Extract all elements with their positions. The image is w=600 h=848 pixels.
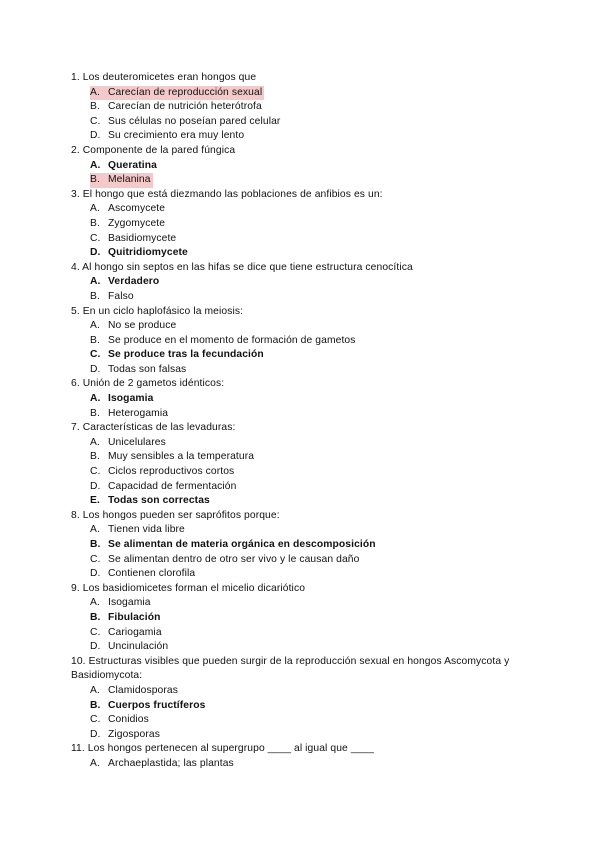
option-letter: B. — [90, 174, 100, 186]
answer-option — [90, 684, 541, 699]
option-text: Cuerpos fructíferos — [108, 699, 206, 711]
answer-option — [90, 538, 541, 553]
question-text: 8. Los hongos pueden ser saprófitos porque: — [71, 509, 280, 521]
option-letter: C. — [90, 714, 101, 726]
question-5 — [71, 305, 541, 378]
answer-option — [90, 275, 541, 290]
answer-option — [90, 626, 541, 641]
question-text: 2. Componente de la pared fúngica — [71, 144, 236, 156]
question-4 — [71, 261, 541, 305]
question-2 — [71, 144, 541, 188]
question-text: 4. Al hongo sin septos en las hifas se dice que tiene estructura cenocítica — [71, 261, 413, 273]
option-text: Sus células no poseían pared celular — [108, 115, 281, 127]
answer-option — [90, 450, 541, 465]
answer-option — [90, 217, 541, 232]
answer-option — [90, 246, 541, 261]
option-letter: B. — [90, 290, 100, 302]
option-text: Muy sensibles a la temperatura — [108, 451, 255, 463]
option-text: Su crecimiento era muy lento — [108, 130, 245, 142]
option-letter: D. — [90, 363, 101, 375]
answer-option — [90, 232, 541, 247]
answer-option — [90, 86, 541, 101]
answer-option — [90, 699, 541, 714]
question-text: 11. Los hongos pertenecen al supergrupo ____ al igual que ____ — [71, 743, 375, 755]
option-text: No se produce — [108, 320, 177, 332]
option-letter: D. — [90, 641, 101, 653]
answer-option — [90, 319, 541, 334]
option-letter: B. — [90, 407, 100, 419]
option-letter: C. — [90, 553, 101, 565]
option-text: Melanina — [108, 174, 151, 186]
answer-option — [90, 115, 541, 130]
answer-option — [90, 334, 541, 349]
option-text: Basidiomycete — [108, 232, 177, 244]
option-letter: B. — [90, 611, 101, 623]
option-text: Heterogamia — [108, 407, 169, 419]
question-text: 6. Unión de 2 gametos idénticos: — [71, 378, 225, 390]
answer-option — [90, 713, 541, 728]
option-text: Ciclos reproductivos cortos — [108, 466, 235, 478]
answer-option — [90, 465, 541, 480]
question-text: 7. Características de las levaduras: — [71, 422, 236, 434]
option-text: Isogamia — [108, 597, 151, 609]
question-text: 1. Los deuteromicetes eran hongos que — [71, 72, 257, 83]
option-letter: C. — [90, 626, 101, 638]
option-text: Contienen clorofila — [108, 568, 196, 580]
option-letter: D. — [90, 247, 101, 259]
option-text: Ascomycete — [108, 203, 166, 215]
question-11 — [71, 742, 541, 771]
question-9 — [71, 582, 541, 655]
question-7 — [71, 421, 541, 509]
option-letter: A. — [90, 524, 100, 536]
option-letter: D. — [90, 480, 101, 492]
answer-option — [90, 100, 541, 115]
option-letter: C. — [90, 349, 101, 361]
option-letter: A. — [90, 203, 100, 215]
highlighted-answer — [90, 86, 264, 101]
option-letter: A. — [90, 159, 101, 171]
question-text: 9. Los basidiomicetes forman el micelio dicariótico — [71, 582, 306, 594]
option-letter: D. — [90, 130, 101, 142]
answer-option — [90, 523, 541, 538]
option-text: Todas son correctas — [108, 495, 210, 507]
option-text: Tienen vida libre — [108, 524, 185, 536]
option-text: Se produce en el momento de formación de gametos — [108, 334, 356, 346]
answer-option — [90, 480, 541, 495]
option-letter: C. — [90, 232, 101, 244]
option-letter: B. — [90, 217, 100, 229]
answer-option — [90, 436, 541, 451]
option-letter: B. — [90, 699, 101, 711]
option-text: Verdadero — [108, 276, 160, 288]
option-text: Archaeplastida; las plantas — [108, 757, 234, 769]
question-text: 10. Estructuras visibles que pueden surgir de la reproducción sexual en hongos Ascomycota y Basidiomycota: — [71, 655, 510, 682]
option-letter: B. — [90, 451, 100, 463]
option-text: Isogamia — [108, 393, 154, 405]
option-letter: A. — [90, 393, 101, 405]
option-text: Se alimentan de materia orgánica en descomposición — [108, 539, 376, 550]
option-letter: D. — [90, 728, 101, 740]
option-letter: A. — [90, 597, 100, 609]
answer-option — [90, 494, 541, 509]
option-letter: B. — [90, 101, 100, 113]
option-text: Carecían de reproducción sexual — [108, 86, 263, 98]
option-text: Zygomycete — [108, 217, 166, 229]
option-letter: D. — [90, 568, 101, 580]
answer-option — [90, 159, 541, 174]
option-letter: A. — [90, 757, 100, 769]
option-letter: A. — [90, 276, 101, 288]
highlighted-answer — [90, 173, 153, 188]
answer-option — [90, 567, 541, 582]
answer-option — [90, 407, 541, 422]
answer-option — [90, 173, 541, 188]
option-letter: C. — [90, 115, 101, 127]
option-text: Uncinulación — [108, 641, 169, 653]
option-text: Fibulación — [108, 611, 161, 623]
option-letter: A. — [90, 86, 100, 98]
quiz-list — [71, 71, 541, 772]
option-text: Se alimentan dentro de otro ser vivo y le causan daño — [108, 553, 360, 565]
answer-option — [90, 640, 541, 655]
option-letter: A. — [90, 320, 100, 332]
option-letter: E. — [90, 495, 100, 507]
answer-option — [90, 129, 541, 144]
option-text: Todas son falsas — [108, 363, 187, 375]
question-text: 3. El hongo que está diezmando las poblaciones de anfibios es un: — [71, 188, 383, 200]
option-text: Cariogamia — [108, 626, 162, 638]
option-text: Queratina — [108, 159, 157, 171]
option-letter: B. — [90, 334, 100, 346]
question-8 — [71, 509, 541, 582]
answer-option — [90, 596, 541, 611]
option-text: Falso — [108, 290, 134, 302]
question-6 — [71, 377, 541, 421]
answer-option — [90, 392, 541, 407]
option-text: Conidios — [108, 714, 149, 726]
answer-option — [90, 728, 541, 743]
question-3 — [71, 188, 541, 261]
answer-option — [90, 757, 541, 772]
answer-option — [90, 290, 541, 305]
option-text: Se produce tras la fecundación — [108, 349, 264, 361]
option-text: Clamidosporas — [108, 684, 178, 696]
option-letter: C. — [90, 466, 101, 478]
question-text: 5. En un ciclo haplofásico la meiosis: — [71, 305, 244, 317]
answer-option — [90, 611, 541, 626]
answer-option — [90, 363, 541, 378]
option-text: Unicelulares — [108, 436, 166, 448]
option-letter: A. — [90, 436, 100, 448]
answer-option — [90, 348, 541, 363]
option-text: Zigosporas — [108, 728, 160, 740]
option-text: Quitridiomycete — [108, 247, 188, 259]
option-letter: B. — [90, 539, 101, 550]
question-10 — [71, 655, 541, 743]
answer-option — [90, 202, 541, 217]
question-1 — [71, 71, 541, 144]
option-text: Carecían de nutrición heterótrofa — [108, 101, 262, 113]
option-text: Capacidad de fermentación — [108, 480, 237, 492]
option-letter: A. — [90, 684, 100, 696]
answer-option — [90, 553, 541, 568]
